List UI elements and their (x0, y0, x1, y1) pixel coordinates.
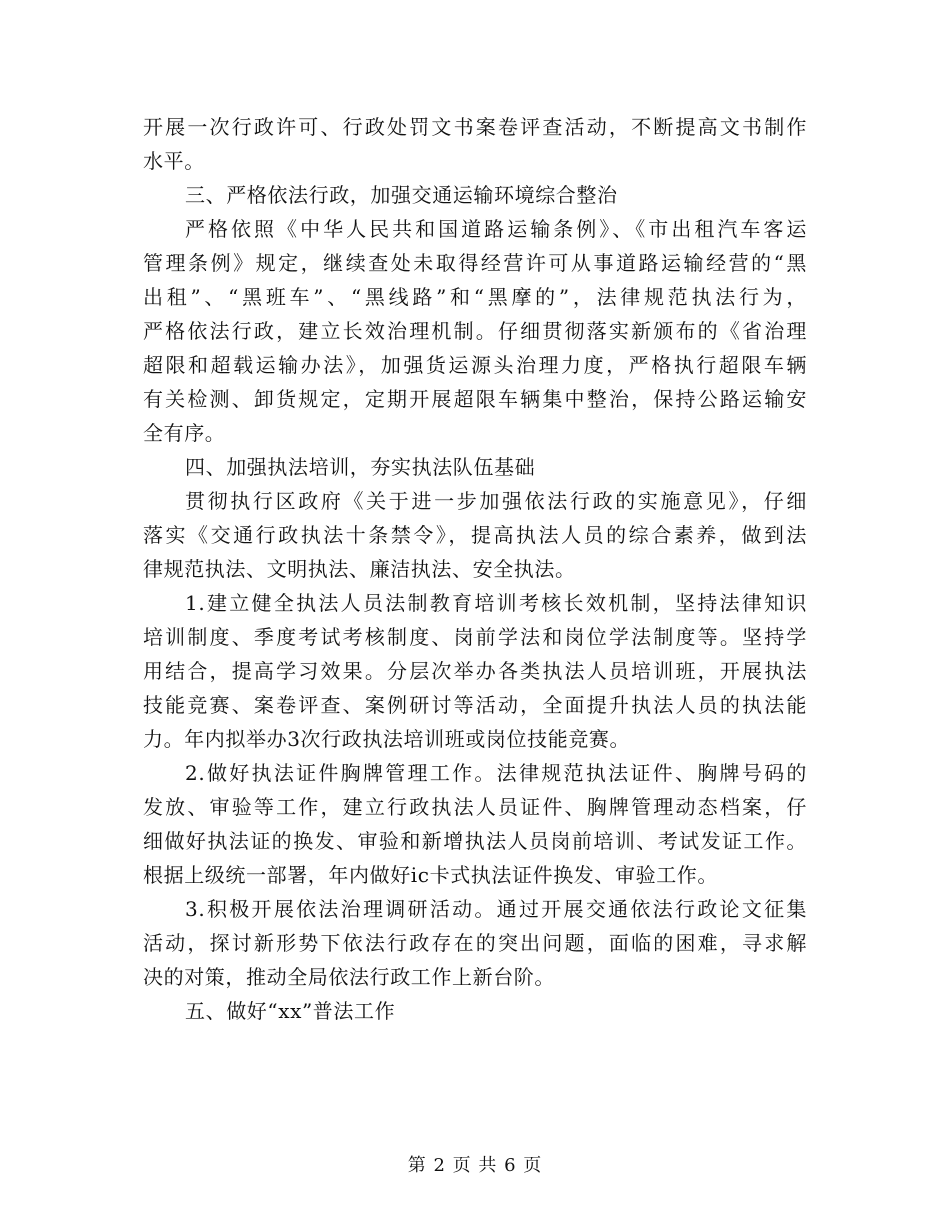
page-footer: 第 2 页 共 6 页 (407, 1155, 543, 1176)
text-line: 活动，探讨新形势下依法行政存在的突出问题，面临的困难，寻求解 (143, 931, 807, 955)
text-line: 贯彻执行区政府《关于进一步加强依法行政的实施意见》，仔细 (185, 489, 807, 513)
text-line: 有关检测、卸货规定，定期开展超限车辆集中整治，保持公路运输安 (143, 387, 807, 411)
text-line: 出租”、“黑班车”、“黑线路”和“黑摩的”，法律规范执法行为， (143, 285, 807, 309)
text-line: 开展一次行政许可、行政处罚文书案卷评查活动，不断提高文书制作 (143, 115, 807, 139)
text-line: 四、加强执法培训，夯实执法队伍基础 (185, 455, 536, 479)
text-line: 1.建立健全执法人员法制教育培训考核长效机制，坚持法律知识 (185, 591, 807, 615)
text-line: 力。年内拟举办3次行政执法培训班或岗位技能竞赛。 (143, 727, 631, 751)
text-line: 培训制度、季度考试考核制度、岗前学法和岗位学法制度等。坚持学 (143, 625, 807, 649)
text-line: 管理条例》规定，继续查处未取得经营许可从事道路运输经营的“黑 (143, 251, 807, 275)
text-line: 用结合，提高学习效果。分层次举办各类执法人员培训班，开展执法 (143, 659, 807, 683)
text-line: 技能竞赛、案卷评查、案例研讨等活动，全面提升执法人员的执法能 (143, 693, 807, 717)
text-line: 超限和超载运输办法》，加强货运源头治理力度，严格执行超限车辆 (143, 353, 807, 377)
text-line: 2.做好执法证件胸牌管理工作。法律规范执法证件、胸牌号码的 (185, 761, 807, 785)
text-line: 水平。 (143, 149, 205, 173)
document-body (143, 110, 807, 1028)
text-line: 严格依照《中华人民共和国道路运输条例》、《市出租汽车客运 (185, 217, 807, 241)
text-line: 三、严格依法行政，加强交通运输环境综合整治 (185, 183, 618, 207)
text-line: 细做好执法证的换发、审验和新增执法人员岗前培训、考试发证工作。 (143, 829, 807, 853)
text-line: 全有序。 (143, 421, 226, 445)
text-line: 发放、审验等工作，建立行政执法人员证件、胸牌管理动态档案，仔 (143, 795, 807, 819)
text-line: 3.积极开展依法治理调研活动。通过开展交通依法行政论文征集 (185, 897, 807, 921)
text-line: 根据上级统一部署，年内做好ic卡式执法证件换发、审验工作。 (143, 863, 718, 887)
text-line: 决的对策，推动全局依法行政工作上新台阶。 (143, 965, 555, 989)
text-line: 落实《交通行政执法十条禁令》，提高执法人员的综合素养，做到法 (143, 523, 807, 547)
text-line: 五、做好“xx”普法工作 (185, 999, 396, 1023)
text-line: 严格依法行政，建立长效治理机制。仔细贯彻落实新颁布的《省治理 (143, 319, 807, 343)
text-line: 律规范执法、文明执法、廉洁执法、安全执法。 (143, 557, 576, 581)
